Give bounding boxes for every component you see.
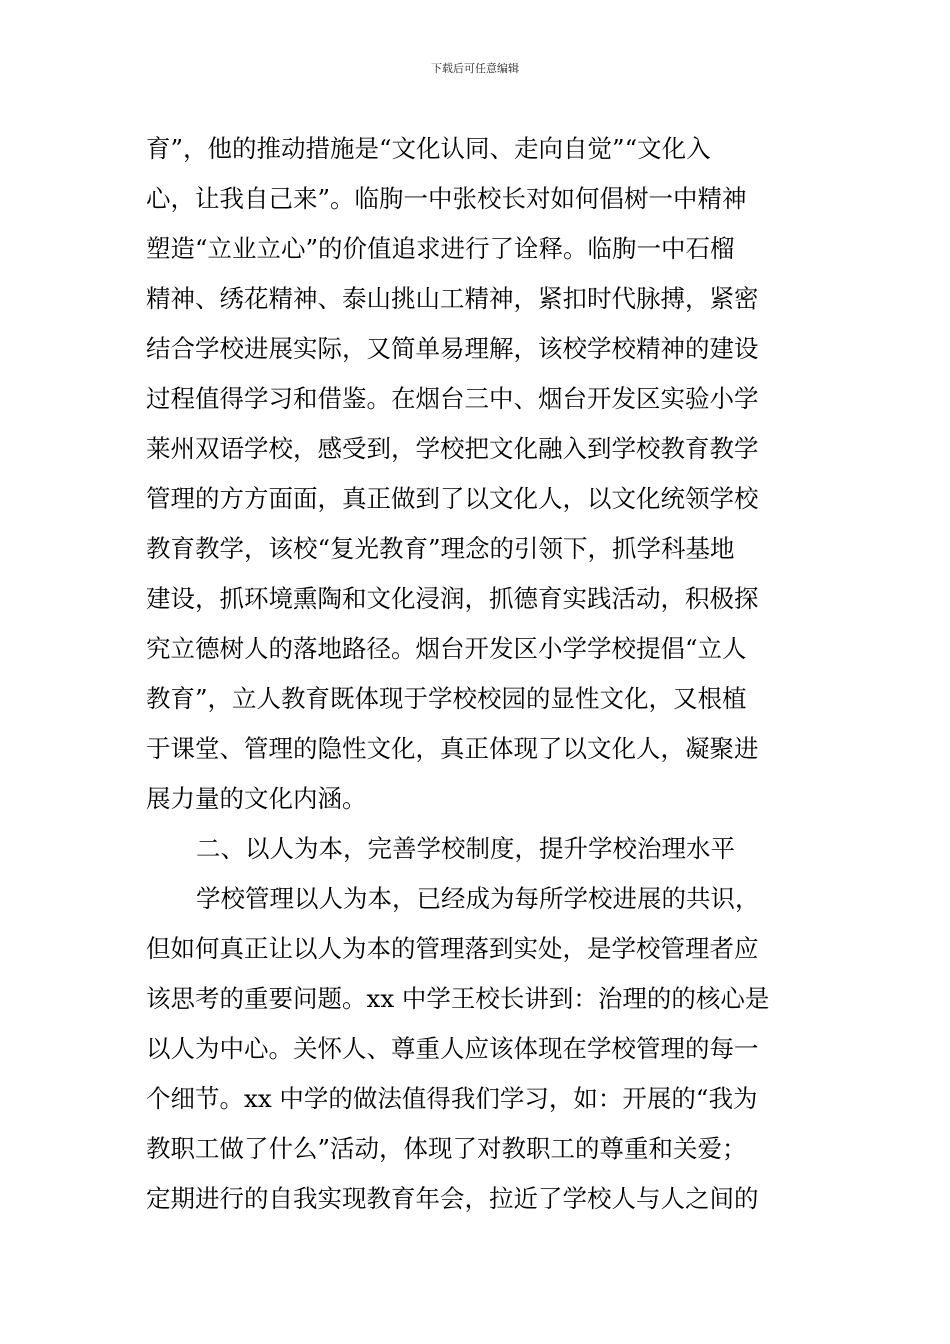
paragraph-line: 该思考的重要问题。xx 中学王校长讲到：治理的的核心是 — [146, 984, 770, 1013]
paragraph-line: 定期进行的自我实现教育年会，拉近了学校人与人之间的 — [146, 1184, 759, 1213]
paragraph-line: 结合学校进展实际，又简单易理解，该校学校精神的建设 — [146, 334, 759, 363]
paragraph-line: 育”，他的推动措施是“文化认同、走向自觉”“文化入 — [146, 134, 711, 163]
paragraph-line: 过程值得学习和借鉴。在烟台三中、烟台开发区实验小学 — [146, 384, 759, 413]
paragraph-line: 展力量的文化内涵。 — [146, 784, 367, 813]
paragraph-line: 塑造“立业立心”的价值追求进行了诠释。临朐一中石榴 — [146, 234, 735, 263]
section-heading: 二、以人为本，完善学校制度，提升学校治理水平 — [196, 834, 735, 863]
page-header-note: 下载后可任意编辑 — [431, 62, 519, 75]
paragraph-line: 管理的方方面面，真正做到了以文化人，以文化统领学校 — [146, 484, 759, 513]
paragraph-line: 精神、绣花精神、泰山挑山工精神，紧扣时代脉搏，紧密 — [146, 284, 759, 313]
paragraph-line: 教职工做了什么”活动，体现了对教职工的尊重和关爱； — [146, 1134, 747, 1163]
paragraph-line: 教育教学，该校“复光教育”理念的引领下，抓学科基地 — [146, 534, 735, 563]
paragraph-line: 个细节。xx 中学的做法值得我们学习，如：开展的“我为 — [146, 1084, 758, 1113]
paragraph-line: 但如何真正让以人为本的管理落到实处，是学校管理者应 — [146, 934, 759, 963]
paragraph-line: 莱州双语学校，感受到，学校把文化融入到学校教育教学 — [146, 434, 759, 463]
paragraph-line: 以人为中心。关怀人、尊重人应该体现在学校管理的每一 — [146, 1034, 759, 1063]
document-body — [146, 124, 816, 1224]
paragraph-line: 教育”，立人教育既体现于学校校园的显性文化，又根植 — [146, 684, 747, 713]
paragraph-line: 心，让我自己来”。临朐一中张校长对如何倡树一中精神 — [146, 184, 747, 213]
paragraph-line: 学校管理以人为本，已经成为每所学校进展的共识， — [196, 884, 760, 913]
paragraph-line: 于课堂、管理的隐性文化，真正体现了以文化人，凝聚进 — [146, 734, 759, 763]
paragraph-line: 究立德树人的落地路径。烟台开发区小学学校提倡“立人 — [146, 634, 747, 663]
paragraph-line: 建设，抓环境熏陶和文化浸润，抓德育实践活动，积极探 — [146, 584, 759, 613]
